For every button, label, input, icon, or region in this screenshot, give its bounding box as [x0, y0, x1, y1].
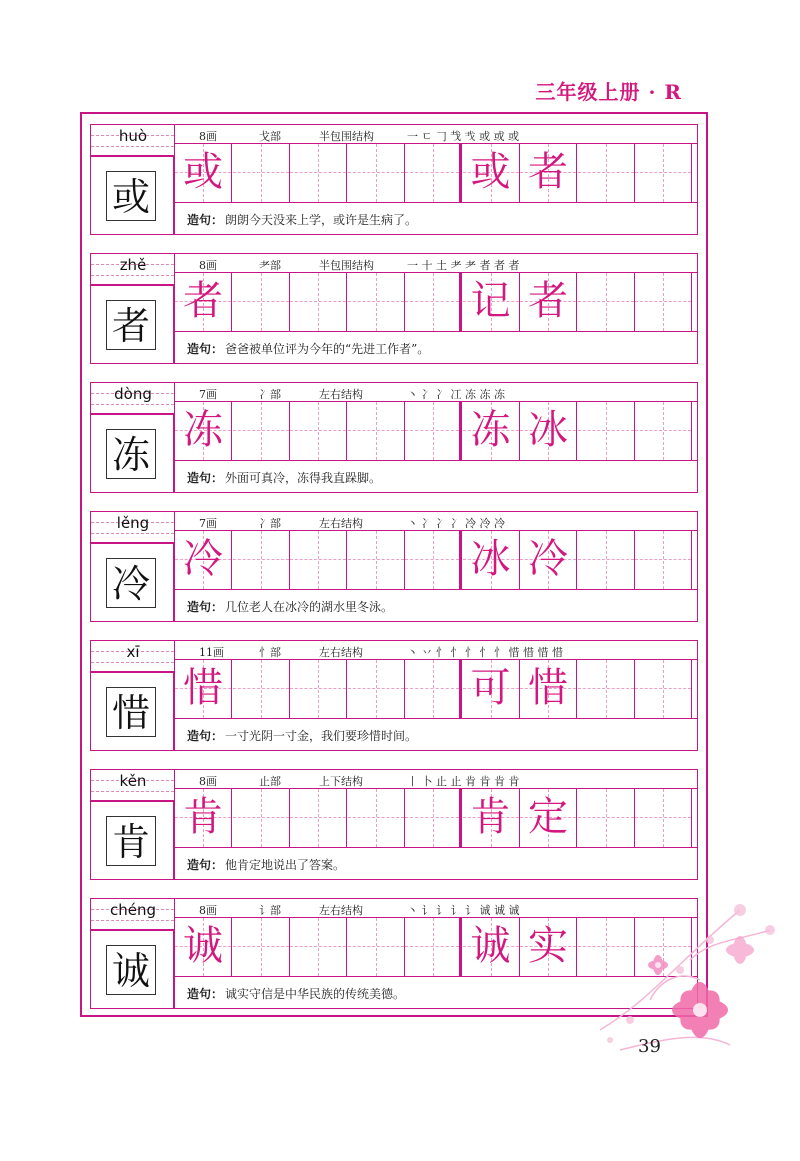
practice-cell	[348, 531, 405, 589]
character-box	[90, 543, 174, 622]
pinyin-box	[90, 124, 174, 156]
sentence-label: 造句：	[187, 729, 224, 743]
practice-cell	[405, 402, 462, 460]
practice-cell	[175, 273, 232, 331]
practice-cell	[463, 660, 520, 718]
main-character: 惜	[111, 691, 150, 735]
practice-cell	[520, 789, 577, 847]
example-sentence: 几位老人在冰冷的湖水里冬泳。	[225, 600, 394, 614]
character-entry	[90, 124, 698, 235]
stroke-order: 丶 讠 讠 讠 讠 诚 诚 诚	[407, 904, 520, 917]
practice-cell	[578, 789, 635, 847]
practice-char: 定	[528, 794, 568, 840]
page-number: 39	[638, 1036, 661, 1057]
practice-cell	[520, 402, 577, 460]
structure: 左右结构	[319, 646, 363, 659]
practice-char: 可	[470, 665, 511, 711]
practice-cell	[405, 144, 462, 202]
practice-char: 惜	[183, 665, 223, 711]
main-character: 肯	[111, 820, 150, 864]
practice-cell	[578, 531, 635, 589]
pinyin: kěn	[119, 772, 147, 790]
pinyin: zhě	[119, 256, 147, 274]
practice-char: 记	[470, 278, 511, 324]
practice-cell	[175, 402, 232, 460]
main-character: 冻	[111, 433, 150, 477]
practice-cell	[463, 789, 520, 847]
example-sentence: 他肯定地说出了答案。	[225, 858, 346, 872]
sentence-label: 造句：	[187, 342, 224, 356]
practice-cell	[290, 531, 347, 589]
practice-grid	[174, 531, 698, 590]
practice-grid	[174, 789, 698, 848]
practice-cell	[405, 273, 462, 331]
structure: 左右结构	[319, 388, 363, 401]
practice-cell	[233, 273, 290, 331]
main-character: 诚	[111, 949, 150, 993]
pinyin-box	[90, 640, 174, 672]
practice-cell	[348, 144, 405, 202]
sentence-label: 造句：	[187, 987, 224, 1001]
practice-char: 冰	[528, 407, 568, 453]
example-sentence: 诚实守信是中华民族的传统美德。	[225, 987, 406, 1001]
practice-cell	[635, 273, 692, 331]
practice-char: 冻	[183, 407, 223, 453]
structure: 半包围结构	[319, 130, 374, 143]
radical: 冫部	[259, 388, 281, 401]
radical: 戈部	[259, 130, 281, 143]
stroke-count: 8画	[199, 130, 217, 143]
sentence-row	[174, 719, 698, 751]
practice-cell	[520, 144, 577, 202]
practice-char: 诚	[183, 923, 223, 969]
pinyin: chéng	[109, 901, 156, 919]
stroke-count: 8画	[199, 259, 217, 272]
pinyin-box	[90, 898, 174, 930]
info-bar	[174, 769, 698, 789]
pinyin-box	[90, 511, 174, 543]
practice-cell	[635, 789, 692, 847]
stroke-count: 8画	[199, 775, 217, 788]
practice-cell	[233, 402, 290, 460]
sentence-label: 造句：	[187, 858, 224, 872]
practice-cell	[463, 531, 520, 589]
pinyin: huò	[118, 127, 148, 145]
sentence-label: 造句：	[187, 471, 224, 485]
character-box	[90, 285, 174, 364]
example-sentence: 朗朗今天没来上学，或许是生病了。	[225, 213, 418, 227]
stroke-count: 7画	[199, 388, 217, 401]
practice-cell	[405, 789, 462, 847]
radical: 耂部	[259, 259, 281, 272]
stroke-count: 7画	[199, 517, 217, 530]
practice-cell	[463, 273, 520, 331]
practice-char: 诚	[470, 923, 511, 969]
character-box	[90, 414, 174, 493]
pinyin-box	[90, 382, 174, 414]
practice-cell	[233, 918, 290, 976]
example-sentence: 一寸光阴一寸金，我们要珍惜时间。	[225, 729, 418, 743]
practice-cell	[233, 660, 290, 718]
main-character: 或	[111, 175, 150, 219]
practice-cell	[520, 273, 577, 331]
sentence-label: 造句：	[187, 213, 224, 227]
practice-cell	[348, 273, 405, 331]
practice-cell	[635, 531, 692, 589]
character-box	[90, 801, 174, 880]
info-bar	[174, 124, 698, 144]
practice-cell	[405, 531, 462, 589]
radical: 止部	[259, 775, 281, 788]
practice-cell	[348, 789, 405, 847]
practice-grid	[174, 660, 698, 719]
pinyin-box	[90, 253, 174, 285]
practice-cell	[290, 402, 347, 460]
stroke-order: 丶 冫 冫 冫 冷 冷 冷	[407, 517, 505, 530]
practice-cell	[463, 402, 520, 460]
sentence-label: 造句：	[187, 600, 224, 614]
practice-cell	[463, 918, 520, 976]
practice-cell	[635, 660, 692, 718]
character-box	[90, 156, 174, 235]
pinyin-box	[90, 769, 174, 801]
structure: 半包围结构	[319, 259, 374, 272]
practice-cell	[175, 531, 232, 589]
sentence-row	[174, 332, 698, 364]
character-entry	[90, 253, 698, 364]
practice-cell	[520, 660, 577, 718]
practice-char: 者	[183, 278, 223, 324]
practice-cell	[348, 402, 405, 460]
practice-char: 实	[528, 923, 568, 969]
practice-char: 冰	[470, 536, 511, 582]
stroke-count: 8画	[199, 904, 217, 917]
practice-cell	[233, 144, 290, 202]
flower-decoration-icon	[590, 870, 790, 1080]
sentence-row	[174, 203, 698, 235]
structure: 上下结构	[319, 775, 363, 788]
practice-cell	[520, 918, 577, 976]
info-bar	[174, 511, 698, 531]
practice-cell	[405, 918, 462, 976]
practice-char: 者	[528, 278, 568, 324]
practice-cell	[578, 660, 635, 718]
practice-char: 或	[470, 149, 511, 195]
practice-grid	[174, 402, 698, 461]
main-character: 冷	[111, 562, 150, 606]
practice-char: 或	[183, 149, 223, 195]
practice-cell	[463, 144, 520, 202]
practice-grid	[174, 273, 698, 332]
character-box	[90, 930, 174, 1009]
practice-cell	[348, 660, 405, 718]
practice-cell	[290, 273, 347, 331]
practice-char: 冷	[528, 536, 568, 582]
practice-cell	[290, 918, 347, 976]
practice-cell	[233, 789, 290, 847]
practice-cell	[290, 789, 347, 847]
main-character: 者	[111, 304, 150, 348]
stroke-count: 11画	[199, 646, 224, 659]
practice-cell	[405, 660, 462, 718]
stroke-order: 一 ㄷ 𠃌 𢦏 𢦐 或 或 或	[407, 130, 520, 143]
practice-cell	[290, 660, 347, 718]
character-box	[90, 672, 174, 751]
practice-cell	[520, 531, 577, 589]
practice-cell	[175, 789, 232, 847]
practice-cell	[175, 144, 232, 202]
practice-char: 冻	[470, 407, 511, 453]
pinyin: dòng	[114, 385, 152, 403]
character-entry	[90, 382, 698, 493]
practice-cell	[635, 402, 692, 460]
practice-cell	[578, 144, 635, 202]
practice-char: 肯	[470, 794, 511, 840]
practice-char: 者	[528, 149, 568, 195]
character-entry	[90, 769, 698, 880]
radical: 冫部	[259, 517, 281, 530]
practice-grid	[174, 144, 698, 203]
stroke-order: 丶 丷 忄 忄 忄 忄 忄 惜 惜 惜 惜	[407, 646, 563, 659]
structure: 左右结构	[319, 517, 363, 530]
practice-cell	[635, 144, 692, 202]
sentence-row	[174, 590, 698, 622]
structure: 左右结构	[319, 904, 363, 917]
pinyin: xī	[126, 643, 140, 661]
radical: 忄部	[259, 646, 281, 659]
practice-char: 惜	[528, 665, 568, 711]
character-entry	[90, 511, 698, 622]
stroke-order: 丶 冫 冫 冮 冻 冻 冻	[407, 388, 505, 401]
practice-cell	[348, 918, 405, 976]
practice-char: 肯	[183, 794, 223, 840]
example-sentence: 外面可真冷，冻得我直跺脚。	[225, 471, 382, 485]
practice-cell	[175, 918, 232, 976]
stroke-order: 一 十 土 耂 耂 者 者 者	[407, 259, 520, 272]
practice-cell	[578, 402, 635, 460]
info-bar	[174, 253, 698, 273]
practice-cell	[290, 144, 347, 202]
practice-cell	[578, 273, 635, 331]
stroke-order: 丨 卜 止 止 肯 肯 肯 肯	[407, 775, 520, 788]
radical: 讠部	[259, 904, 281, 917]
info-bar	[174, 640, 698, 660]
practice-cell	[175, 660, 232, 718]
info-bar	[174, 382, 698, 402]
header-title: 三年级上册 · R	[535, 80, 682, 104]
example-sentence: 爸爸被单位评为今年的“先进工作者”。	[225, 342, 430, 356]
pinyin: lěng	[116, 514, 150, 532]
practice-char: 冷	[183, 536, 223, 582]
practice-cell	[233, 531, 290, 589]
sentence-row	[174, 461, 698, 493]
character-entry	[90, 640, 698, 751]
